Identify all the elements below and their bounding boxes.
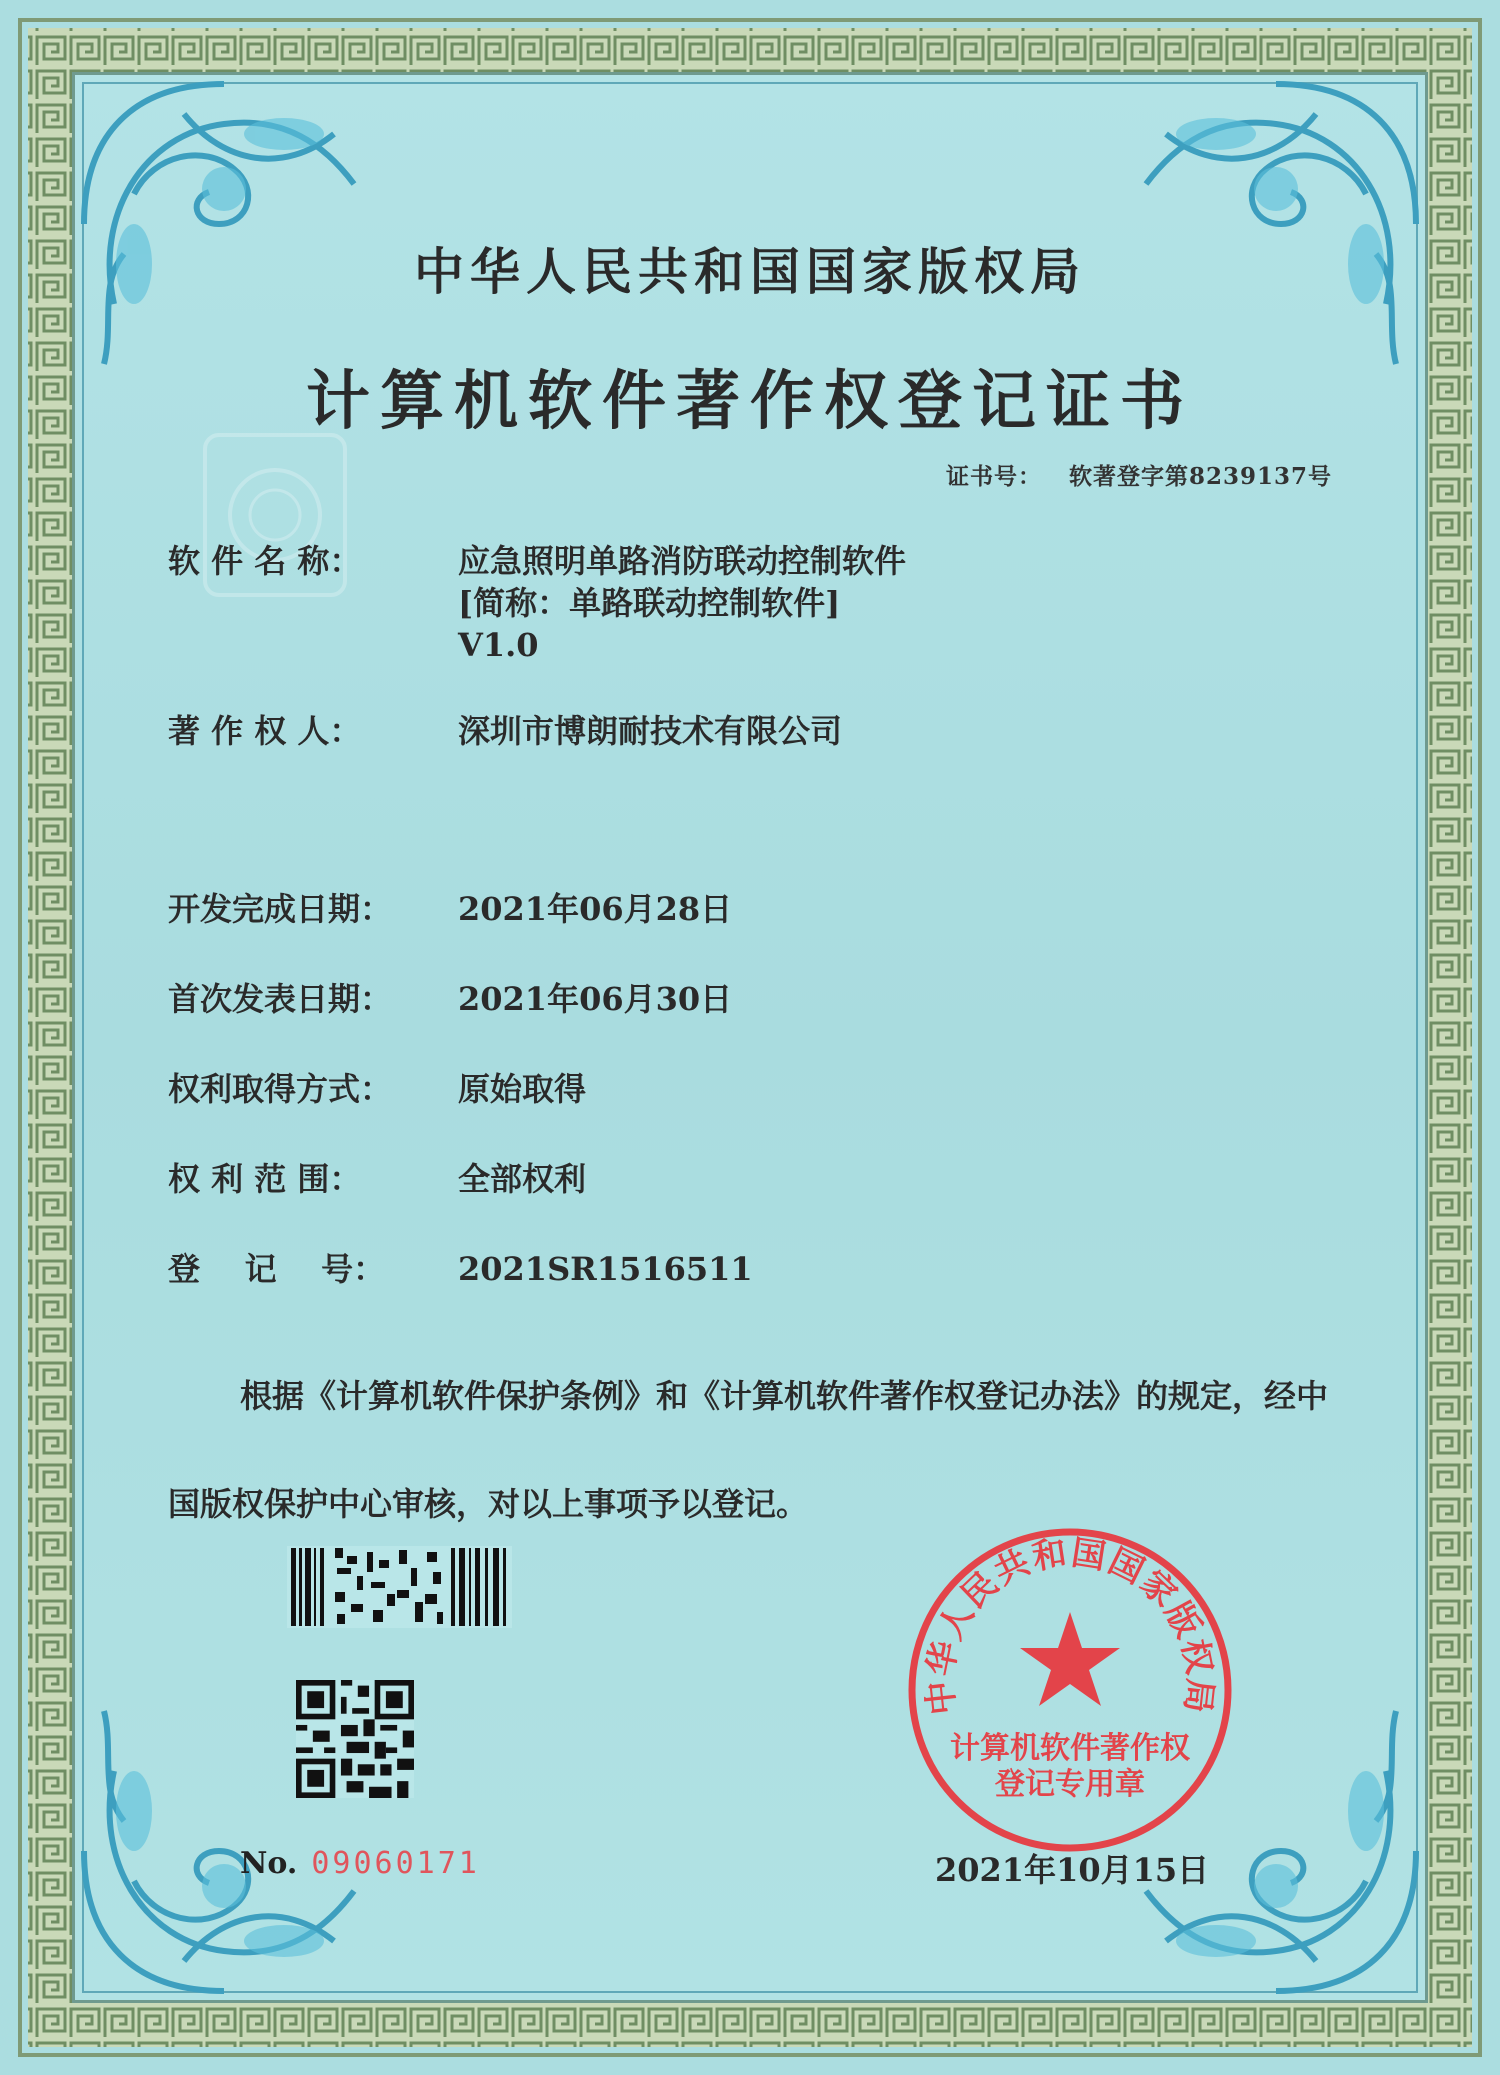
serial-value: 09060171 [311, 1846, 480, 1881]
field-label: 开发完成日期： [168, 890, 393, 928]
field-label: 权 利 范 围： [168, 1160, 362, 1198]
official-seal [900, 1520, 1240, 1860]
issuing-authority: 中华人民共和国国家版权局 [414, 242, 1086, 301]
declaration-text: 根据《计算机软件保护条例》和《计算机软件著作权登记办法》的规定，经中国版权保护中心审核，对以上事项予以登记。 [168, 1377, 1329, 1523]
field-label: 软 件 名 称： [168, 542, 362, 580]
field-value: 2021SR1516511 [458, 1250, 753, 1288]
seal-inner-line2: 登记专用章 [995, 1767, 1145, 1802]
serial-label: No. [240, 1846, 298, 1881]
issue-date: 2021年10月15日 [935, 1851, 1210, 1889]
seal-inner-line1: 计算机软件著作权 [950, 1731, 1190, 1766]
field-value [458, 540, 906, 666]
field-label: 首次发表日期： [168, 980, 393, 1018]
barcode-icon [287, 1546, 512, 1628]
official-seal-icon [900, 1520, 1240, 1860]
field-label: 权利取得方式： [168, 1070, 393, 1108]
certificate-number-value: 软著登字第8239137号 [1068, 463, 1332, 490]
serial-number [240, 1846, 480, 1881]
field-label: 登 记 号： [168, 1250, 386, 1288]
certificate-number-label: 证书号： [945, 463, 1042, 490]
certificate-number [946, 458, 1332, 491]
field-value: 2021年06月30日 [458, 980, 733, 1018]
software-short-name: [简称：单路联动控制软件] [458, 584, 841, 622]
field-value: 全部权利 [458, 1160, 587, 1198]
field-label: 著 作 权 人： [168, 712, 362, 750]
field-value: 原始取得 [458, 1070, 587, 1108]
field-value: 深圳市博朗耐技术有限公司 [458, 712, 843, 750]
corner-ornament-top-left [74, 74, 374, 374]
certificate-title: 计算机软件著作权登记证书 [306, 364, 1194, 439]
corner-ornament-top-right [1126, 74, 1426, 374]
seal-ring-text: 中华人民共和国国家版权局 [919, 1532, 1221, 1717]
field-value: 2021年06月28日 [458, 890, 733, 928]
software-full-name: 应急照明单路消防联动控制软件 [458, 542, 907, 580]
software-version: V1.0 [458, 626, 539, 664]
qr-code-icon [296, 1680, 414, 1798]
seal-star-icon [1020, 1612, 1120, 1706]
